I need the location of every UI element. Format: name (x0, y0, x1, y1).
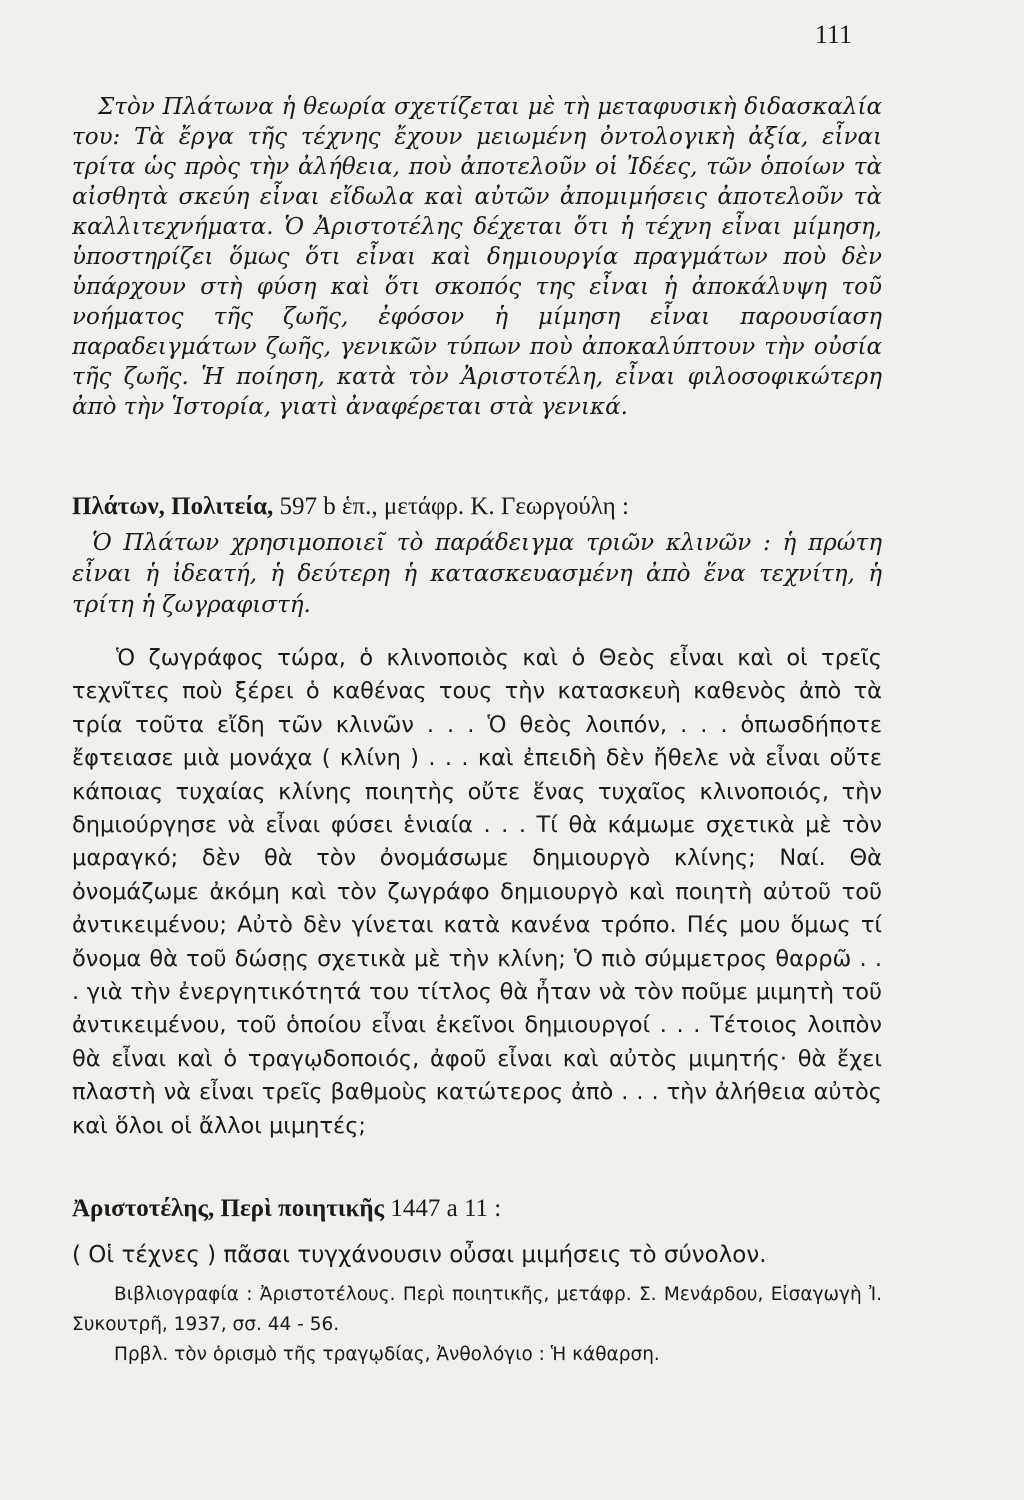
plato-note-text: Ὁ Πλάτων χρησιμοποιεῖ τὸ παράδειγμα τριῶν κλινῶν : ἡ πρώτη εἶναι ἡ ἰδεατή, ἡ δεύτερη ἡ κατασκευασμένη ἀπὸ ἕνα τεχνίτη, ἡ τρίτη ἡ ζωγραφιστή. (72, 530, 882, 618)
aristotle-reference: 1447 a 11 : (390, 1195, 502, 1222)
aristotle-author: Ἀριστοτέλης, (72, 1195, 215, 1222)
aristotle-source-heading (72, 1195, 501, 1223)
page-number: 111 (814, 20, 852, 49)
plato-quote-text: Ὁ ζωγράφος τώρα, ὁ κλινοποιὸς καὶ ὁ Θεὸς εἶναι καὶ οἱ τρεῖς τεχνῖτες ποὺ ξέρει ὁ καθένας τους τὴν κατασκευὴ καθενὸς ἀπὸ τὰ τρία τοῦτα εἴδη τῶν κλινῶν . . . Ὁ θεὸς λοιπόν, . . . ὁπωσδήποτε ἔφτειασε μιὰ μονάχα ( κλίνη ) . . . καὶ ἐπειδὴ δὲν ἤθελε νὰ εἶναι οὔτε κάποιας τυχαίας κλίνης ποιητὴς οὔτε ἕνας τυχαῖος κλινοποιός, τὴν δημιούργησε νὰ εἶναι φύσει ἑνιαία . . . Τί θὰ κάμωμε σχετικὰ μὲ τὸν μαραγκό; δὲν θὰ τὸν ὀνομάσωμε δημιουργὸ κλίνης; Ναί. Θὰ ὀνομάζωμε ἀκόμη καὶ τὸν ζωγράφο δημιουργὸ καὶ ποιητὴ αὐτοῦ τοῦ ἀντικειμένου; Αὐτὸ δὲν γίνεται κατὰ κανένα τρόπο. Πές μου ὅμως τί ὄνομα θὰ τοῦ δώσῃς σχετικὰ μὲ τὴν κλίνη; Ὁ πιὸ σύμμετρος θαρρῶ . . . γιὰ τὴν ἐνεργητικότητά του τίτλος θὰ ἦταν νὰ τὸν ποῦμε μιμητὴ τοῦ ἀντικειμένου, τοῦ ὁποίου εἶναι ἐκεῖνοι δημιουργοί . . . Τέτοιος λοιπὸν θὰ εἶναι καὶ ὁ τραγῳδοποιός, ἀφοῦ εἶναι καὶ αὐτὸς μιμητής· θὰ ἔχει πλαστὴ νὰ εἶναι τρεῖς βαθμοὺς κατώτερος ἀπὸ . . . τὴν ἀλήθεια αὐτὸς καὶ ὅλοι οἱ ἄλλοι μιμητές; (72, 645, 882, 1139)
aristotle-quotation (72, 1240, 882, 1270)
plato-reference: 597 b ἑπ., μετάφρ. Κ. Γεωργούλη : (279, 493, 629, 520)
plato-quotation (72, 642, 882, 1143)
aristotle-quote-text: ( Οἱ τέχνες ) πᾶσαι τυγχάνουσιν οὖσαι μιμήσεις τὸ σύνολον. (72, 1242, 767, 1268)
plato-source-heading (72, 493, 629, 521)
plato-note (72, 528, 882, 621)
compare-note: Πρβλ. τὸν ὁρισμὸ τῆς τραγῳδίας, Ἀνθολόγιο : Ἡ κάθαρση. (114, 1344, 660, 1365)
bibliography (72, 1280, 882, 1370)
intro-text: Στὸν Πλάτωνα ἡ θεωρία σχετίζεται μὲ τὴ μεταφυσικὴ διδασκαλία του: Τὰ ἔργα τῆς τέχνης ἔχουν μειωμένη ὀντολογικὴ ἀξία, εἶναι τρίτα ὡς πρὸς τὴν ἀλήθεια, ποὺ ἀποτελοῦν οἱ Ἰδέες, τῶν ὁποίων τὰ αἰσθητὰ σκεύη εἶναι εἴδωλα καὶ αὐτῶν ἀπομιμήσεις ἀποτελοῦν τὰ καλλιτεχνήματα. Ὁ Ἀριστοτέλης δέχεται ὅτι ἡ τέχνη εἶναι μίμηση, ὑποστηρίζει ὅμως ὅτι εἶναι καὶ δημιουργία πραγμάτων ποὺ δὲν ὑπάρχουν στὴ φύση καὶ ὅτι σκοπός της εἶναι ἡ ἀποκάλυψη τοῦ νοήματος τῆς ζωῆς, ἐφόσον ἡ μίμηση εἶναι παρουσίαση παραδειγμάτων ζωῆς, γενικῶν τύπων ποὺ ἀποκαλύπτουν τὴν οὐσία τῆς ζωῆς. Ἡ ποίηση, κατὰ τὸν Ἀριστοτέλη, εἶναι φιλοσοφικώτερη ἀπὸ τὴν Ἱστορία, γιατὶ ἀναφέρεται στὰ γενικά. (72, 94, 882, 420)
bibliography-text: Βιβλιογραφία : Ἀριστοτέλους. Περὶ ποιητικῆς, μετάφρ. Σ. Μενάρδου, Εἰσαγωγὴ Ἰ. Συκουτρῆ, 1937, σσ. 44 - 56. (72, 1284, 882, 1335)
aristotle-work: Περὶ ποιητικῆς (220, 1195, 385, 1222)
plato-work: Πολιτεία, (171, 493, 274, 520)
intro-paragraph (72, 92, 882, 422)
plato-author: Πλάτων, (72, 493, 165, 520)
